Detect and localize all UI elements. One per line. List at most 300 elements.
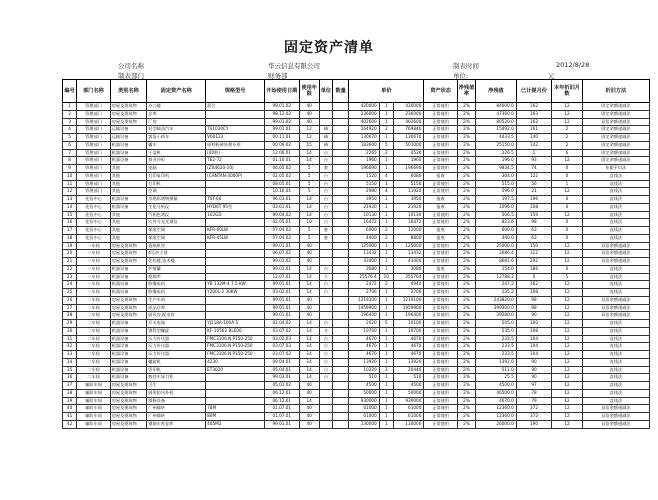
cell-months-this-year: 12 — [552, 296, 582, 304]
cell-original-value: 13432 — [393, 250, 423, 258]
cell-price: 21920 — [349, 203, 379, 211]
cell-residual-rate: 2% — [457, 227, 475, 235]
cell-unit — [319, 296, 332, 304]
cell-spare — [333, 203, 349, 211]
table-header-row — [63, 80, 650, 103]
cell-years: 14 — [299, 351, 319, 359]
cell-id: 28 — [63, 312, 77, 320]
cell-price: 164920 — [349, 126, 379, 134]
cell-quantity: 1 — [379, 118, 393, 126]
cell-unit: 辆 — [319, 134, 332, 142]
cell-start-date: 99.01.01 — [265, 126, 300, 134]
header-months-this-year: 本年折旧月数 — [552, 80, 582, 103]
cell-spare — [333, 289, 349, 297]
cell-original-value: 4670 — [393, 351, 423, 359]
cell-residual-rate: 2% — [457, 149, 475, 157]
cell-department: 化验中心 — [77, 219, 111, 227]
table-row — [63, 312, 650, 320]
cell-price: 13920 — [349, 358, 379, 366]
cell-method: 直线法 — [582, 188, 649, 196]
cell-status: 正常使用 — [424, 141, 458, 149]
cell-months-accrued: 63 — [516, 227, 552, 235]
cell-start-date: 03.07.02 — [265, 351, 300, 359]
cell-unit — [319, 110, 332, 118]
cell-months-accrued: 78 — [516, 389, 552, 397]
cell-price: 43400 — [349, 258, 379, 266]
cell-department: 辅助车间 — [77, 389, 111, 397]
cell-category: 机器设备 — [110, 203, 147, 211]
cell-category: 机器设备 — [110, 374, 147, 382]
cell-quantity: 2 — [379, 234, 393, 242]
cell-method: 直线法 — [582, 382, 649, 390]
cell-id: 35 — [63, 366, 77, 374]
cell-original-value: 125000 — [393, 242, 423, 250]
cell-unit: 辆 — [319, 126, 332, 134]
cell-unit — [319, 389, 332, 397]
cell-id: 22 — [63, 265, 77, 273]
cell-spare — [333, 358, 349, 366]
cell-price: 1520 — [349, 172, 379, 180]
cell-department: 管理部门 — [77, 141, 111, 149]
cell-spare — [333, 420, 349, 428]
unit-label: 单位: — [453, 72, 469, 80]
cell-spec: (ZX4620-10) — [206, 165, 265, 173]
cell-price: 4670 — [349, 335, 379, 343]
cell-quantity: 2 — [379, 227, 393, 235]
cell-residual-rate: 2% — [457, 382, 475, 390]
cell-spec — [206, 265, 265, 273]
cell-months-accrued: 98 — [516, 304, 552, 312]
cell-id: 40 — [63, 405, 77, 413]
cell-id: 3 — [63, 118, 77, 126]
cell-id: 32 — [63, 343, 77, 351]
cell-spec: YJ118A-100A-5 — [206, 320, 265, 328]
cell-spec — [206, 374, 265, 382]
cell-status: 正常使用 — [424, 110, 458, 118]
cell-quantity: 1 — [379, 374, 393, 382]
cell-years: 14 — [299, 335, 319, 343]
cell-spare — [333, 343, 349, 351]
cell-months-accrued: 104 — [516, 351, 552, 359]
cell-price: 930000 — [349, 397, 379, 405]
cell-status: 正常使用 — [424, 335, 458, 343]
cell-months-this-year: 12 — [552, 389, 582, 397]
cell-months-this-year: 12 — [552, 382, 582, 390]
cell-department: 辅助车间 — [77, 382, 111, 390]
cell-months-accrued: 97 — [516, 382, 552, 390]
company-value: 华云信息有限公司 — [268, 62, 320, 70]
cell-years: 14 — [299, 289, 319, 297]
cell-years: 40 — [299, 242, 319, 250]
cell-residual-value: 823.6 — [476, 219, 517, 227]
cell-id: 10 — [63, 172, 77, 180]
cell-residual-value: 25000.0 — [476, 242, 517, 250]
cell-start-date: 01.10.01 — [265, 157, 300, 165]
cell-asset-name: 空调 — [147, 188, 206, 196]
cell-spare — [333, 327, 349, 335]
cell-years: 5 — [299, 180, 319, 188]
cell-original-value: 6080 — [393, 172, 423, 180]
cell-years: 10 — [299, 219, 319, 227]
cell-original-value: 61000 — [393, 413, 423, 421]
cell-residual-rate: 2% — [457, 219, 475, 227]
cell-status: 正常使用 — [424, 413, 458, 421]
cell-months-accrued: 122 — [516, 172, 552, 180]
cell-residual-value: 506.5 — [476, 211, 517, 219]
cell-status: 正常使用 — [424, 126, 458, 134]
cell-method: 双倍余额递减法 — [582, 413, 649, 421]
cell-spec: FMC3106.N.P150-250 — [206, 335, 265, 343]
cell-start-date: 99.01.01 — [265, 296, 300, 304]
cell-asset-name: 鼓风房,配电房 — [147, 312, 206, 320]
cell-status: 正常使用 — [424, 258, 458, 266]
cell-method: 直线法 — [582, 320, 649, 328]
cell-status: 正常使用 — [424, 188, 458, 196]
cell-unit — [319, 304, 332, 312]
cell-spare — [333, 320, 349, 328]
table-row — [63, 180, 650, 188]
cell-residual-value: 135.2 — [476, 289, 517, 297]
cell-residual-rate: 2% — [457, 134, 475, 142]
document-title: 固定资产清单 — [284, 40, 374, 56]
cell-spare — [333, 296, 349, 304]
cell-category: 房屋及建筑物 — [110, 250, 147, 258]
cell-residual-value: 25.5 — [476, 374, 517, 382]
cell-asset-name: 打印复印机 — [147, 172, 206, 180]
cell-id: 13 — [63, 196, 77, 204]
cell-residual-rate: 2% — [457, 397, 475, 405]
header-department: 部门名称 — [77, 80, 111, 103]
cell-status: 正常使用 — [424, 273, 458, 281]
cell-price: 25576.4 — [349, 273, 379, 281]
cell-spec: KFR-60LW — [206, 227, 265, 235]
cell-years: 40 — [299, 250, 319, 258]
cell-price: 2020 — [349, 320, 379, 328]
cell-category: 其他 — [110, 188, 147, 196]
cell-department: 辅助车间 — [77, 405, 111, 413]
cell-residual-rate: 2% — [457, 413, 475, 421]
cell-department: 管理部门 — [77, 180, 111, 188]
cell-category: 房屋及建筑物 — [110, 382, 147, 390]
cell-spare — [333, 211, 349, 219]
cell-years: 5 — [299, 165, 319, 173]
cell-asset-name: 维修设备 — [147, 397, 206, 405]
cell-months-accrued: 108 — [516, 327, 552, 335]
cell-status: 正常使用 — [424, 405, 458, 413]
cell-price: 4670 — [349, 351, 379, 359]
cell-asset-name: 4号炉主建 — [147, 250, 206, 258]
cell-category: 运输设备 — [110, 126, 147, 134]
cell-department: 化验中心 — [77, 227, 111, 235]
cell-category: 房屋及建筑物 — [110, 312, 147, 320]
cell-months-this-year: 12 — [552, 289, 582, 297]
cell-years: 14 — [299, 281, 319, 289]
cell-price: 13432 — [349, 250, 379, 258]
cell-category: 房屋及建筑物 — [110, 397, 147, 405]
cell-asset-name: 广州输转 — [147, 413, 206, 421]
department-label: 制表部门 — [118, 72, 144, 80]
cell-residual-value: 4670.0 — [476, 397, 517, 405]
cell-quantity: 1 — [379, 289, 393, 297]
cell-asset-name: 防爆电机 — [147, 289, 206, 297]
cell-years: 14 — [299, 196, 319, 204]
cell-quantity: 1 — [379, 358, 393, 366]
cell-years: 40 — [299, 389, 319, 397]
table-row — [63, 188, 650, 196]
cell-method: 直线法 — [582, 343, 649, 351]
cell-residual-value: 4500.0 — [476, 382, 517, 390]
cell-months-accrued: 98 — [516, 219, 552, 227]
cell-months-this-year: 0 — [552, 203, 582, 211]
cell-department: 二车间 — [77, 343, 111, 351]
cell-price: 2706 — [349, 289, 379, 297]
asset-table — [62, 79, 650, 429]
cell-price: 6000 — [349, 227, 379, 235]
cell-original-value: 5150 — [393, 180, 423, 188]
table-row — [63, 343, 650, 351]
cell-asset-name: 开关电箱 — [147, 320, 206, 328]
cell-original-value: 10100 — [393, 320, 423, 328]
cell-months-this-year: 12 — [552, 157, 582, 165]
header-method: 折旧方法 — [582, 80, 649, 103]
header-category: 类别名称 — [110, 80, 147, 103]
cell-years: 14 — [299, 211, 319, 219]
cell-method: 双倍余额递减法 — [582, 420, 649, 428]
cell-id: 12 — [63, 188, 77, 196]
cell-status: 正常使用 — [424, 397, 458, 405]
cell-start-date: 12.06.01 — [265, 149, 300, 157]
cell-price: 420000 — [349, 103, 379, 111]
cell-category: 其他 — [110, 227, 147, 235]
cell-start-date: 08.05.01 — [265, 180, 300, 188]
cell-category: 机器设备 — [110, 273, 147, 281]
cell-residual-rate: 2% — [457, 358, 475, 366]
cell-status: 正常使用 — [424, 250, 458, 258]
cell-years: 12 — [299, 134, 319, 142]
cell-quantity: 1 — [379, 242, 393, 250]
cell-method: 固定余额递减法 — [582, 103, 649, 111]
cell-start-date: 03.02.01 — [265, 289, 300, 297]
cell-category: 机器设备 — [110, 196, 147, 204]
cell-department: 二车间 — [77, 304, 111, 312]
cell-spec: (CANTAN-3000P) — [206, 172, 265, 180]
cell-status: 正常使用 — [424, 149, 458, 157]
cell-years: 40 — [299, 304, 319, 312]
cell-residual-value: 600.0 — [476, 227, 517, 235]
cell-original-value: 255764 — [393, 273, 423, 281]
cell-method: 直线法 — [582, 358, 649, 366]
cell-start-date: 99.01.01 — [265, 420, 300, 428]
cell-years: 40 — [299, 258, 319, 266]
cell-residual-value: 196.0 — [476, 157, 517, 165]
cell-start-date: 01.07.01 — [265, 405, 300, 413]
cell-method: 固定余额递减法 — [582, 110, 649, 118]
cell-method: 直线法 — [582, 327, 649, 335]
cell-category: 房屋及建筑物 — [110, 420, 147, 428]
cell-asset-name: 压力传送器 — [147, 343, 206, 351]
cell-original-value: 4670 — [393, 335, 423, 343]
cell-status: 正常使用 — [424, 358, 458, 366]
cell-months-accrued: 79 — [516, 397, 552, 405]
cell-start-date: 98.12.02 — [265, 110, 300, 118]
cell-category: 机器设备 — [110, 343, 147, 351]
cell-spec: TE2-72 — [206, 157, 265, 165]
cell-start-date: 02.04.02 — [265, 320, 300, 328]
cell-residual-value: 399300.0 — [476, 304, 517, 312]
cell-residual-rate: 2% — [457, 273, 475, 281]
cell-residual-rate: 2% — [457, 157, 475, 165]
cell-spec: ET3020 — [206, 366, 265, 374]
cell-start-date: 05.01.02 — [265, 382, 300, 390]
cell-spare — [333, 351, 349, 359]
cell-quantity: 4 — [379, 172, 393, 180]
cell-original-value: 16472 — [393, 219, 423, 227]
cell-method: 双倍余额递减法 — [582, 242, 649, 250]
cell-department: 二车间 — [77, 312, 111, 320]
cell-spare — [333, 172, 349, 180]
cell-months-accrued: 90 — [516, 358, 552, 366]
cell-residual-rate: 2% — [457, 211, 475, 219]
table-row — [63, 335, 650, 343]
cell-department: 二车间 — [77, 358, 111, 366]
cell-residual-rate: 2% — [457, 141, 475, 149]
cell-months-accrued: 162 — [516, 281, 552, 289]
cell-residual-value: 47360.0 — [476, 110, 517, 118]
cell-department: 一车间 — [77, 258, 111, 266]
cell-residual-value: 8681.6 — [476, 258, 517, 266]
cell-method: 双倍余额递减法 — [582, 312, 649, 320]
cell-months-accrued: 292 — [516, 258, 552, 266]
cell-method: 双倍余额递减法 — [582, 296, 649, 304]
cell-unit: 辆 — [319, 141, 332, 149]
cell-asset-name: 轻型载货汽车 — [147, 126, 206, 134]
cell-status: 正常使用 — [424, 211, 458, 219]
cell-asset-name: 厕所防风扑机 — [147, 389, 206, 397]
cell-months-this-year: 12 — [552, 413, 582, 421]
cell-department: 一车间 — [77, 250, 111, 258]
cell-years: 5 — [299, 172, 319, 180]
cell-department: 管理部门 — [77, 157, 111, 165]
cell-id: 33 — [63, 351, 77, 359]
cell-spec: KFR-45LW — [206, 234, 265, 242]
cell-start-date: 10.10.01 — [265, 188, 300, 196]
cell-months-accrued: 196 — [516, 196, 552, 204]
cell-residual-value: 440.0 — [476, 234, 517, 242]
cell-price: 16472 — [349, 219, 379, 227]
cell-spec — [206, 382, 265, 390]
cell-original-value: 4944 — [393, 281, 423, 289]
cell-original-value: 236000 — [393, 110, 423, 118]
cell-method: 直线法 — [582, 366, 649, 374]
cell-start-date: 07.04.02 — [265, 234, 300, 242]
cell-residual-rate: 2% — [457, 103, 475, 111]
cell-months-accrued: 190 — [516, 420, 552, 428]
cell-method: 直线法 — [582, 289, 649, 297]
cell-months-accrued: 161 — [516, 126, 552, 134]
table-row — [63, 304, 650, 312]
cell-quantity: 1 — [379, 134, 393, 142]
cell-asset-name: 造纸机房 — [147, 242, 206, 250]
cell-unit: 支 — [319, 327, 332, 335]
cell-spare — [333, 141, 349, 149]
cell-method: 直线法 — [582, 351, 649, 359]
cell-asset-name: 防爆电机 — [147, 281, 206, 289]
cell-price: 2472 — [349, 281, 379, 289]
cell-start-date: 99.01.01 — [265, 265, 300, 273]
cell-spec: Y200L-2 30KW — [206, 289, 265, 297]
cell-start-date: 02.05.02 — [265, 172, 300, 180]
cell-price: 1959900 — [349, 304, 379, 312]
cell-method: 双倍余额递减法 — [582, 118, 649, 126]
table-row — [63, 219, 650, 227]
cell-original-value: 420000 — [393, 103, 423, 111]
cell-spec: 102GD — [206, 211, 265, 219]
cell-residual-rate: 2% — [457, 289, 475, 297]
cell-residual-value: 12360.0 — [476, 405, 517, 413]
cell-years: 14 — [299, 397, 319, 405]
table-row — [63, 110, 650, 118]
cell-years: 40 — [299, 405, 319, 413]
cell-asset-name: 稳频率 — [147, 273, 206, 281]
cell-years: 14 — [299, 358, 319, 366]
cell-residual-rate: 2% — [457, 320, 475, 328]
cell-quantity: 2 — [379, 366, 393, 374]
cell-months-this-year: 12 — [552, 420, 582, 428]
table-row — [63, 327, 650, 335]
cell-unit: 套 — [319, 234, 332, 242]
cell-unit: 台 — [319, 157, 332, 165]
cell-status: 正常使用 — [424, 374, 458, 382]
cell-quantity: 1 — [379, 180, 393, 188]
cell-method: 双倍余额递减法 — [582, 304, 649, 312]
cell-category: 机器设备 — [110, 358, 147, 366]
cell-residual-value: 80520.0 — [476, 118, 517, 126]
cell-price: 61000 — [349, 413, 379, 421]
cell-residual-rate: 2% — [457, 265, 475, 273]
cell-spec — [206, 397, 265, 405]
cell-department: 化验中心 — [77, 196, 111, 204]
cell-category: 机器设备 — [110, 366, 147, 374]
cell-asset-name: 螺旋机 — [147, 358, 206, 366]
cell-method: 直线法 — [582, 273, 649, 281]
cell-start-date: 99.01.02 — [265, 258, 300, 266]
cell-months-this-year: 1 — [552, 180, 582, 188]
table-row — [63, 366, 650, 374]
cell-residual-rate: 2% — [457, 343, 475, 351]
cell-residual-rate: 2% — [457, 281, 475, 289]
cell-department: 二车间 — [77, 366, 111, 374]
cell-spare — [333, 250, 349, 258]
cell-months-this-year: 12 — [552, 304, 582, 312]
cell-method: 直线法 — [582, 389, 649, 397]
cell-residual-rate: 2% — [457, 420, 475, 428]
cell-asset-name: 压力传送器 — [147, 351, 206, 359]
cell-residual-value: 2686.4 — [476, 250, 517, 258]
cell-asset-name: 电脑 — [147, 165, 206, 173]
cell-spare — [333, 227, 349, 235]
cell-method: 固定余额递减法 — [582, 126, 649, 134]
cell-residual-value: 15492.0 — [476, 126, 517, 134]
cell-method: 直线法 — [582, 203, 649, 211]
cell-price: 130670 — [349, 134, 379, 142]
cell-original-value: 196690 — [393, 165, 423, 173]
cell-id: 6 — [63, 141, 77, 149]
cell-spare — [333, 413, 349, 421]
cell-spare — [333, 188, 349, 196]
cell-unit — [319, 382, 332, 390]
cell-unit — [319, 397, 332, 405]
header-unit: 单位 — [319, 80, 332, 103]
